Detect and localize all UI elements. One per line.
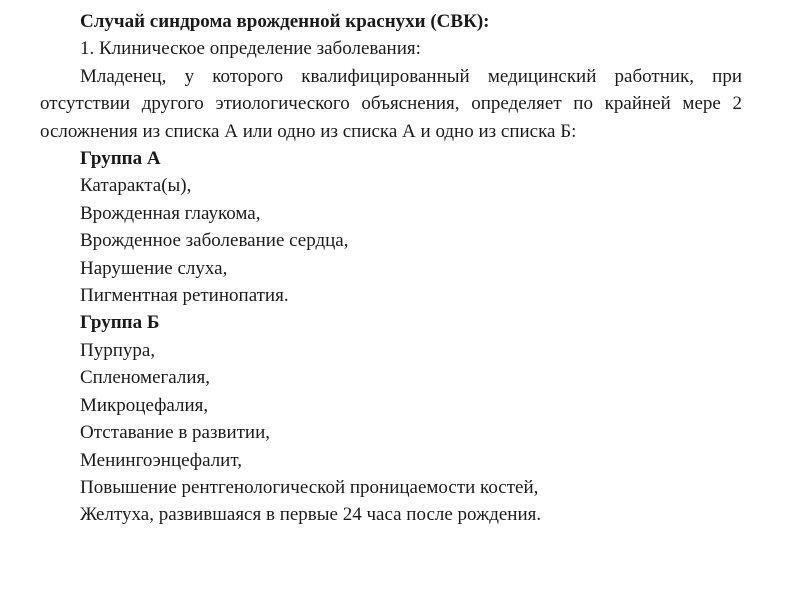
group-a-heading: Группа А [80, 148, 161, 170]
document-body [40, 8, 742, 529]
group-a-item: Пигментная ретинопатия. [80, 285, 289, 307]
group-a-item: Врожденная глаукома, [80, 202, 261, 224]
group-a-item: Нарушение слуха, [80, 257, 228, 279]
document-title: Случай синдрома врожденной краснухи (СВК): [80, 11, 490, 32]
group-b-item: Отставание в развитии, [80, 422, 271, 444]
group-b-item: Пурпура, [80, 339, 156, 361]
group-b-item: Повышение рентгенологической проницаемости костей, [80, 476, 539, 498]
group-a-list [40, 172, 742, 309]
group-b-item: Желтуха, развившаяся в первые 24 часа после рождения. [80, 504, 542, 526]
section-subtitle: 1. Клиническое определение заболевания: [80, 38, 421, 60]
group-a-item: Катаракта(ы), [80, 175, 192, 197]
group-b-list [40, 337, 742, 529]
group-b-item: Менингоэнцефалит, [80, 449, 242, 471]
group-b-item: Спленомегалия, [80, 367, 211, 389]
group-b-heading: Группа Б [80, 312, 160, 334]
group-a-item: Врожденное заболевание сердца, [80, 230, 349, 252]
definition-paragraph: Младенец, у которого квалифицированный медицинский работник, при отсутствии другого этиологического объяснения, определяет по крайней мере 2 осложнения из списка А или одно из списка А и одно из списка Б: [40, 65, 742, 142]
group-b-item: Микроцефалия, [80, 394, 209, 416]
